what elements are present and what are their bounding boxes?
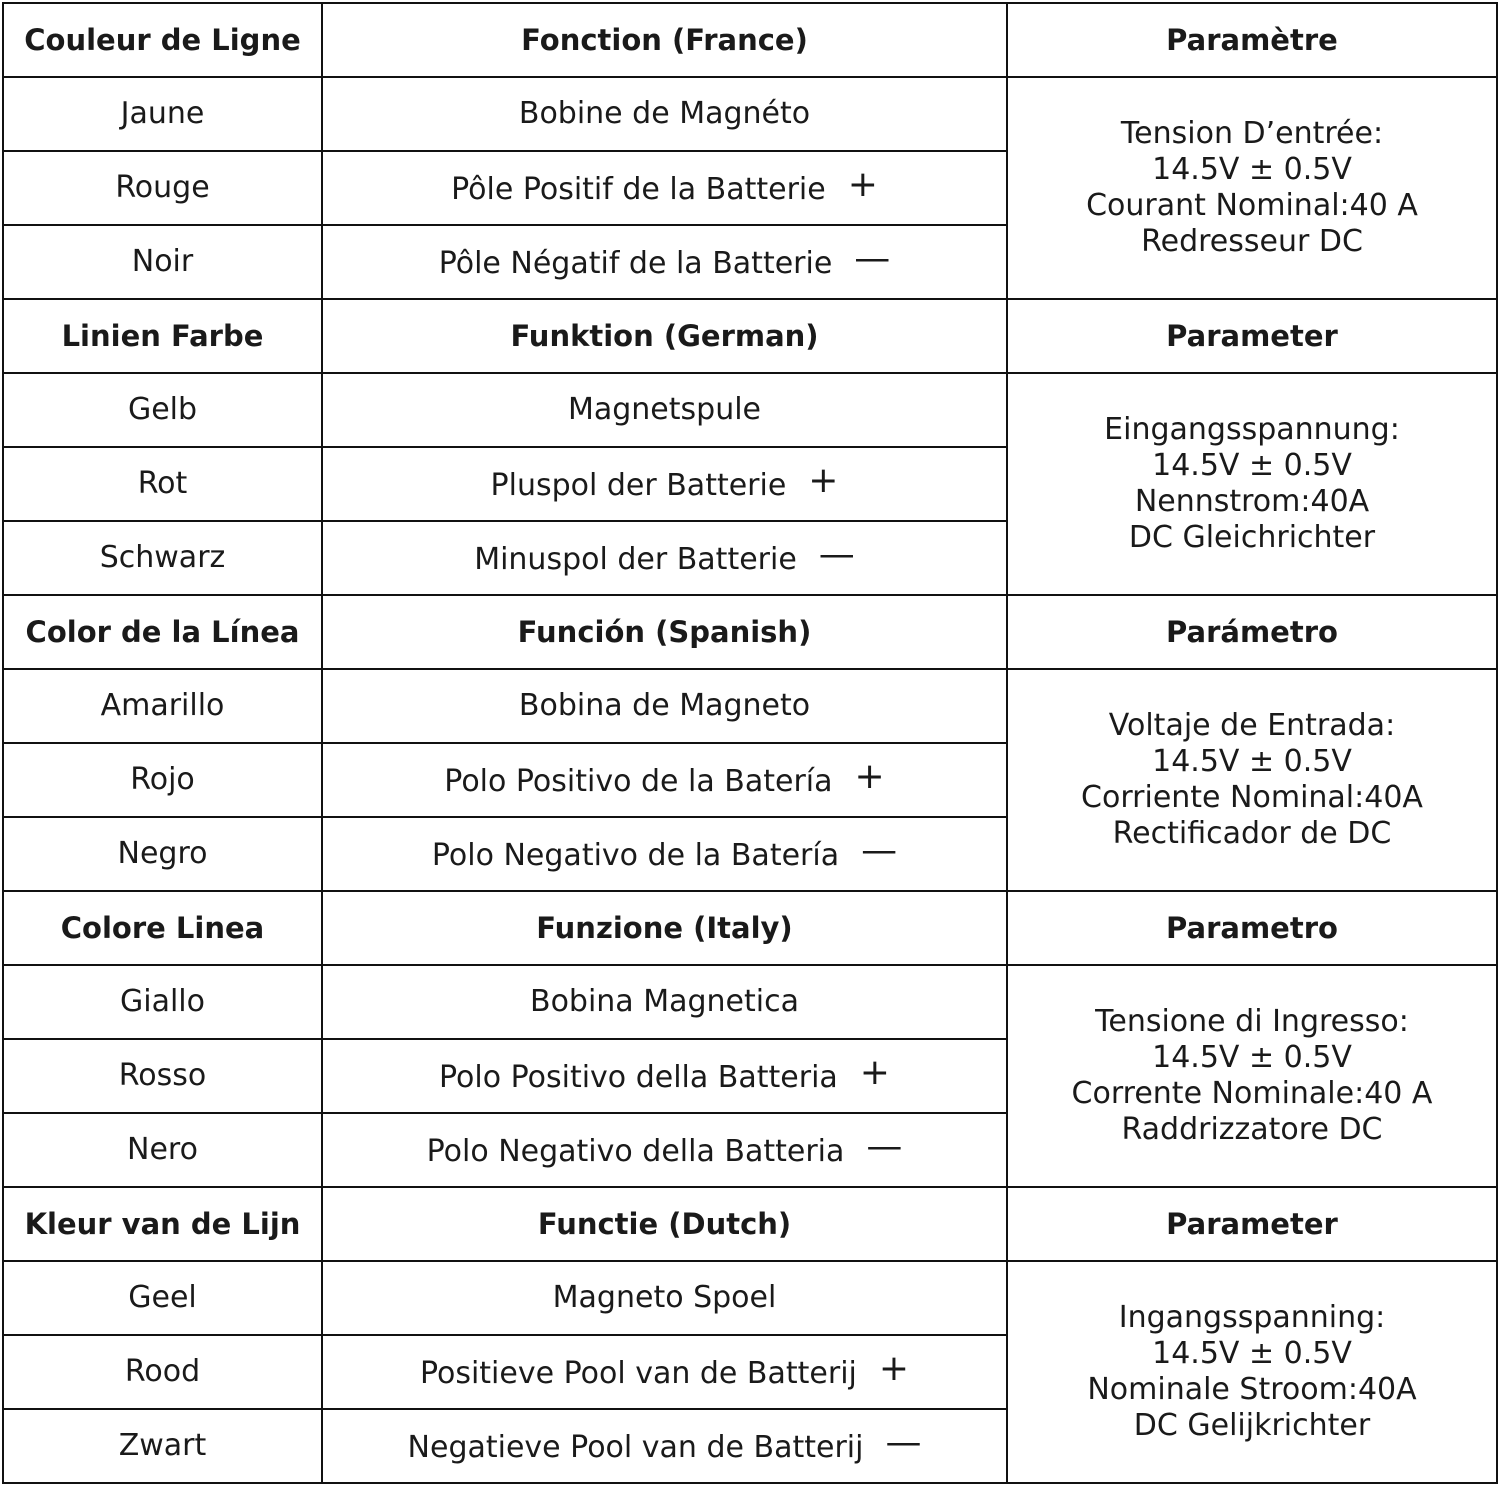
param-rectifier: DC Gelijkrichter	[1133, 1408, 1371, 1443]
param-rectifier: Redresseur DC	[1141, 224, 1363, 259]
line-color-cell: Noir	[3, 225, 322, 299]
line-color-cell: Amarillo	[3, 669, 322, 743]
line-color-cell: Geel	[3, 1261, 322, 1335]
section-header-row	[3, 1187, 1497, 1261]
function-text: Pôle Négatif de la Batterie	[438, 246, 833, 282]
header-line-color: Color de la Línea	[3, 595, 322, 669]
param-input-voltage: Tensione di Ingresso:	[1095, 1004, 1409, 1039]
line-color-cell: Jaune	[3, 77, 322, 151]
line-color-cell: Gelb	[3, 373, 322, 447]
wiring-spec-table	[2, 2, 1498, 1484]
function-text: Magneto Spoel	[552, 1280, 777, 1315]
section-header-row	[3, 3, 1497, 77]
param-input-voltage: Ingangsspanning:	[1118, 1300, 1386, 1335]
header-line-color: Couleur de Ligne	[3, 3, 322, 77]
minus-icon: —	[866, 1126, 903, 1168]
minus-icon: —	[885, 1422, 922, 1464]
header-parameter: Parámetro	[1007, 595, 1497, 669]
minus-icon: —	[854, 238, 891, 280]
param-rated-current: Corriente Nominal:40A	[1081, 780, 1423, 815]
function-cell	[322, 151, 1007, 225]
function-text: Pluspol der Batterie	[490, 468, 787, 504]
function-cell	[322, 1335, 1007, 1409]
function-cell	[322, 447, 1007, 521]
minus-icon: —	[818, 534, 855, 576]
param-voltage-value: 14.5V ± 0.5V	[1152, 448, 1352, 483]
param-voltage-value: 14.5V ± 0.5V	[1152, 1040, 1352, 1075]
line-color-cell: Rot	[3, 447, 322, 521]
table-row	[3, 1261, 1497, 1335]
plus-icon: +	[859, 1052, 890, 1094]
function-text: Negatieve Pool van de Batterij	[407, 1430, 864, 1466]
param-rated-current: Corrente Nominale:40 A	[1071, 1076, 1433, 1111]
function-text: Polo Negativo della Batteria	[426, 1134, 845, 1170]
section-header-row	[3, 891, 1497, 965]
param-rectifier: DC Gleichrichter	[1128, 520, 1376, 555]
line-color-cell: Rosso	[3, 1039, 322, 1113]
plus-icon: +	[878, 1348, 910, 1390]
function-cell	[322, 373, 1007, 447]
param-rated-current: Courant Nominal:40 A	[1086, 188, 1418, 223]
line-color-cell: Rojo	[3, 743, 322, 817]
table-row	[3, 373, 1497, 447]
function-text: Bobine de Magnéto	[518, 96, 811, 131]
header-line-color: Colore Linea	[3, 891, 322, 965]
table-row	[3, 669, 1497, 743]
function-text: Minuspol der Batterie	[474, 542, 797, 578]
function-cell	[322, 1409, 1007, 1483]
header-function: Functie (Dutch)	[322, 1187, 1007, 1261]
function-cell	[322, 225, 1007, 299]
section-header-row	[3, 299, 1497, 373]
line-color-cell: Rood	[3, 1335, 322, 1409]
section-header-row	[3, 595, 1497, 669]
line-color-cell: Negro	[3, 817, 322, 891]
line-color-cell: Giallo	[3, 965, 322, 1039]
function-cell	[322, 743, 1007, 817]
header-function: Funktion (German)	[322, 299, 1007, 373]
param-voltage-value: 14.5V ± 0.5V	[1152, 152, 1352, 187]
param-input-voltage: Tension D’entrée:	[1120, 116, 1384, 151]
plus-icon: +	[854, 756, 885, 798]
header-parameter: Parametro	[1007, 891, 1497, 965]
plus-icon: +	[808, 460, 839, 502]
function-cell	[322, 817, 1007, 891]
header-line-color: Kleur van de Lijn	[3, 1187, 322, 1261]
line-color-cell: Schwarz	[3, 521, 322, 595]
function-text: Magnetspule	[567, 392, 762, 427]
param-rated-current: Nominale Stroom:40A	[1087, 1372, 1417, 1407]
param-voltage-value: 14.5V ± 0.5V	[1152, 1336, 1352, 1371]
function-text: Polo Positivo de la Batería	[444, 764, 833, 800]
header-function: Función (Spanish)	[322, 595, 1007, 669]
header-parameter: Parameter	[1007, 299, 1497, 373]
function-text: Pôle Positif de la Batterie	[451, 172, 826, 208]
function-cell	[322, 77, 1007, 151]
function-text: Bobina de Magneto	[518, 688, 811, 723]
function-cell	[322, 1261, 1007, 1335]
parameter-cell	[1007, 77, 1497, 299]
header-parameter: Paramètre	[1007, 3, 1497, 77]
line-color-cell: Rouge	[3, 151, 322, 225]
parameter-cell	[1007, 373, 1497, 595]
minus-icon: —	[861, 830, 898, 872]
param-input-voltage: Eingangsspannung:	[1104, 412, 1400, 447]
line-color-cell: Zwart	[3, 1409, 322, 1483]
param-rated-current: Nennstrom:40A	[1134, 484, 1370, 519]
function-text: Bobina Magnetica	[529, 984, 799, 1019]
function-cell	[322, 965, 1007, 1039]
function-text: Positieve Pool van de Batterij	[419, 1356, 857, 1392]
function-cell	[322, 1113, 1007, 1187]
parameter-cell	[1007, 669, 1497, 891]
param-input-voltage: Voltaje de Entrada:	[1108, 708, 1396, 743]
function-cell	[322, 521, 1007, 595]
header-line-color: Linien Farbe	[3, 299, 322, 373]
param-rectifier: Rectificador de DC	[1112, 816, 1392, 851]
plus-icon: +	[847, 164, 878, 206]
parameter-cell	[1007, 1261, 1497, 1483]
header-function: Funzione (Italy)	[322, 891, 1007, 965]
function-text: Polo Positivo della Batteria	[439, 1060, 838, 1096]
function-cell	[322, 1039, 1007, 1113]
function-cell	[322, 669, 1007, 743]
parameter-cell	[1007, 965, 1497, 1187]
header-parameter: Parameter	[1007, 1187, 1497, 1261]
param-rectifier: Raddrizzatore DC	[1121, 1112, 1383, 1147]
line-color-cell: Nero	[3, 1113, 322, 1187]
table-row	[3, 965, 1497, 1039]
header-function: Fonction (France)	[322, 3, 1007, 77]
param-voltage-value: 14.5V ± 0.5V	[1152, 744, 1352, 779]
table-row	[3, 77, 1497, 151]
function-text: Polo Negativo de la Batería	[431, 838, 840, 874]
